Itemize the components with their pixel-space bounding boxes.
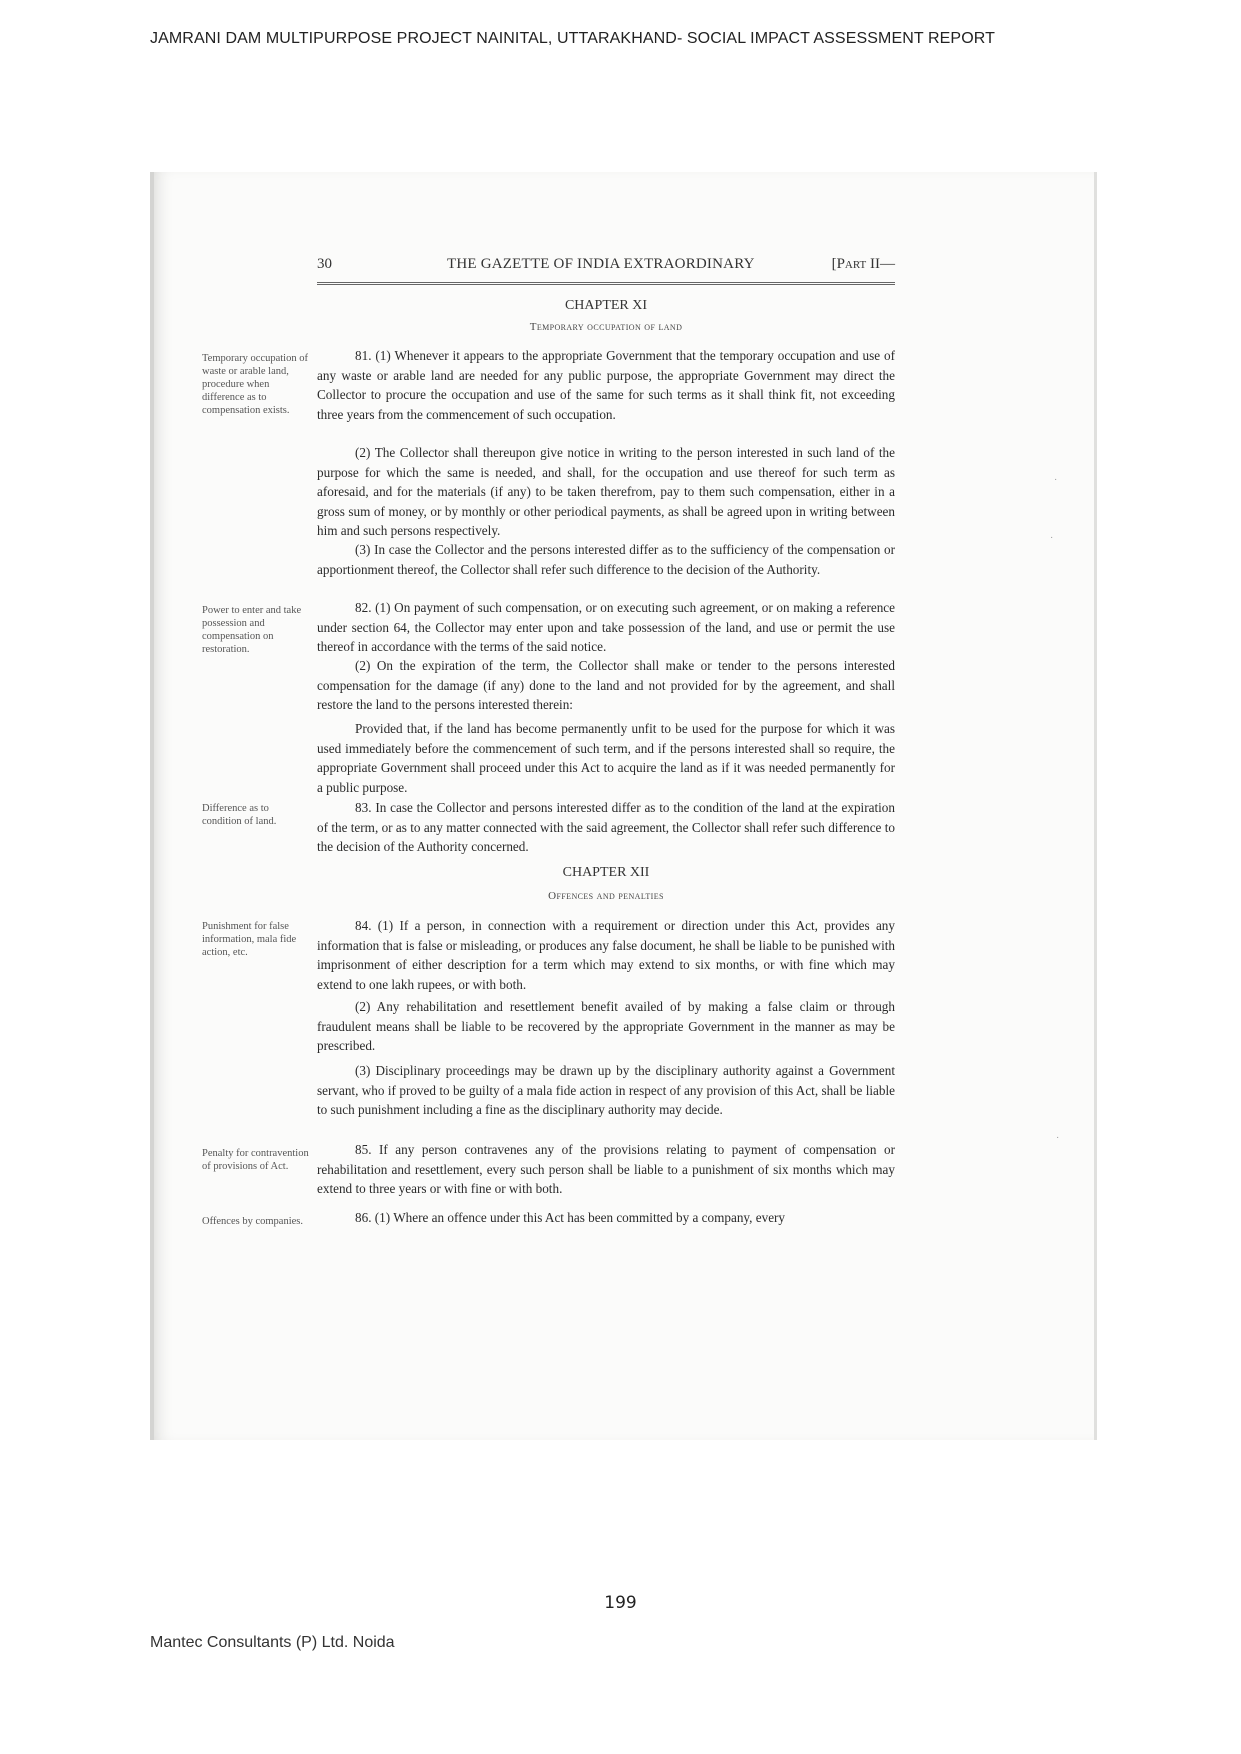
margin-note-s82: Power to enter and take possession and compensation on restoration. [202,605,302,655]
section-84-1: 84. (1) If a person, in connection with a requirement or direction under this Act, provides any information that is false or misleading, or produces any false document, he shall be liable to be punished with imprisonment of either description for a term which may extend to six months, or with fine which may extend to one lakh rupees, or with both. [317,918,895,992]
gazette-part: [Part II— [831,256,895,272]
chapter-xi-subtitle: Temporary occupation of land [529,321,683,333]
section-86-1: 86. (1) Where an offence under this Act has been committed by a company, every [355,1210,786,1225]
chapter-xii-subtitle: Offences and penalties [548,890,664,902]
margin-note-s81: Temporary occupation of waste or arable land, procedure when difference as to compensation exists. [202,353,308,416]
gazette-running-head [317,256,895,285]
footer-company: Mantec Consultants (P) Ltd. Noida [150,1634,395,1651]
section-81-2: (2) The Collector shall thereupon give notice in writing to the person interested in such land of the purpose for which the same is needed, and shall, for the occupation and use thereof for such term as aforesaid, and for the materials (if any) to be taken therefrom, pay to them such compensation, either in a gross sum of money, or by monthly or other periodical payments, as shall be agreed upon in writing between him and such persons respectively. [317,445,895,538]
section-85: 85. If any person contravenes any of the provisions relating to payment of compensation or rehabilitation and resettlement, every such person shall be liable to a punishment of six months which may extend to three years or with fine or with both. [317,1142,895,1196]
section-82-1: 82. (1) On payment of such compensation, or on executing such agreement, or on making a reference under section 64, the Collector may enter upon and take possession of the land, and use or permit the use thereof in accordance with the terms of the said notice. [317,600,895,654]
page-number: 199 [604,1593,637,1613]
section-82-proviso: Provided that, if the land has become permanently unfit to be used for the purpose for which it was used immediately before the commencement of such term, and if the persons interested shall so require, the appropriate Government shall proceed under this Act to acquire the land as if it was needed permanently for a public purpose. [317,721,895,795]
scan-speck: · [1056,1132,1060,1143]
scanned-gazette-page [150,172,1097,1440]
scan-speck: · [1054,474,1058,485]
section-84-2: (2) Any rehabilitation and resettlement benefit availed of by making a false claim or through fraudulent means shall be liable to be recovered by the appropriate Government in the manner as may be prescribed. [317,999,895,1053]
scan-speck: · [1050,532,1054,543]
section-83: 83. In case the Collector and persons interested differ as to the condition of the land at the expiration of the term, or as to any matter connected with the said agreement, the Collector shall refer such difference to the decision of the Authority concerned. [317,800,895,854]
margin-note-s83: Difference as to condition of land. [202,803,277,827]
section-81-3: (3) In case the Collector and the persons interested differ as to the sufficiency of the compensation or apportionment thereof, the Collector shall refer such difference to the decision of the Authority. [317,542,895,577]
margin-note-s85: Penalty for contravention of provisions of Act. [202,1148,309,1172]
section-84-3: (3) Disciplinary proceedings may be drawn up by the disciplinary authority against a Government servant, who if proved to be guilty of a mala fide action in respect of any provision of this Act, shall be liable to such punishment including a fine as the disciplinary authority may decide. [317,1063,895,1117]
section-81-1: 81. (1) Whenever it appears to the appropriate Government that the temporary occupation and use of any waste or arable land are needed for any public purpose, the appropriate Government may direct the Collector to procure the occupation and use of the same for such terms as it shall think fit, not exceeding three years from the commencement of such occupation. [317,348,895,422]
chapter-xi-title: CHAPTER XI [564,298,648,313]
chapter-xii-title: CHAPTER XII [562,865,650,880]
gazette-page-number: 30 [317,256,332,272]
gazette-title: THE GAZETTE OF INDIA EXTRAORDINARY [447,256,755,272]
margin-note-s86: Offences by companies. [202,1216,303,1227]
report-header: JAMRANI DAM MULTIPURPOSE PROJECT NAINITAL, UTTARAKHAND- SOCIAL IMPACT ASSESSMENT REPORT [150,30,995,47]
margin-note-s84: Punishment for false information, mala fide action, etc. [202,921,297,958]
section-82-2: (2) On the expiration of the term, the Collector shall make or tender to the persons interested compensation for the damage (if any) done to the land and not provided for by the agreement, and shall restore the land to the persons interested therein: [317,658,895,712]
